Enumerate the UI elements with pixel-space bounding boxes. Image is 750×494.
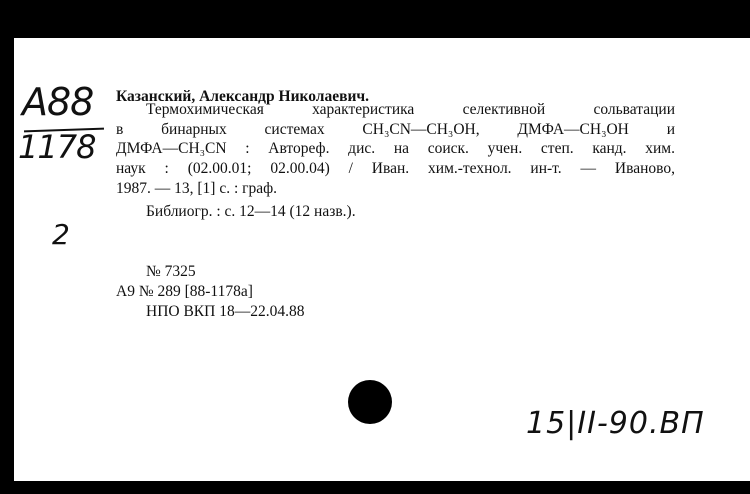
description-line: ДМФА—CH₃CN : Автореф. дис. на соиск. учен. степ. канд. хим. <box>116 140 675 158</box>
author-heading: Казанский, Александр Николаевич. <box>116 88 370 105</box>
catalog-card <box>14 38 750 481</box>
description-line: в бинарных системах CH₃CN—CH₃OH, ДМФА—CH₃OH и <box>116 120 675 138</box>
inventory-number: № 7325 <box>146 263 196 280</box>
handwritten-mark: 2 <box>52 218 70 251</box>
description-line: 1987. — 13, [1] с. : граф. <box>116 179 278 197</box>
description-line: Термохимическая характеристика селективной сольватации <box>146 101 675 118</box>
handwritten-date: 15|II-90.ВП <box>526 406 705 441</box>
npo-record: НПО ВКП 18—22.04.88 <box>146 303 305 320</box>
bibliography-note: Библиогр. : с. 12—14 (12 назв.). <box>146 203 356 220</box>
call-number-top: A88 <box>22 80 94 124</box>
call-number-bottom: 1178 <box>18 128 96 166</box>
title-description <box>116 100 675 199</box>
description-line: наук : (02.00.01; 02.00.04) / Иван. хим.-технол. ин-т. — Иваново, <box>116 160 675 178</box>
card-punch-hole <box>348 380 392 424</box>
location-code: А9 № 289 [88-1178а] <box>116 283 253 300</box>
